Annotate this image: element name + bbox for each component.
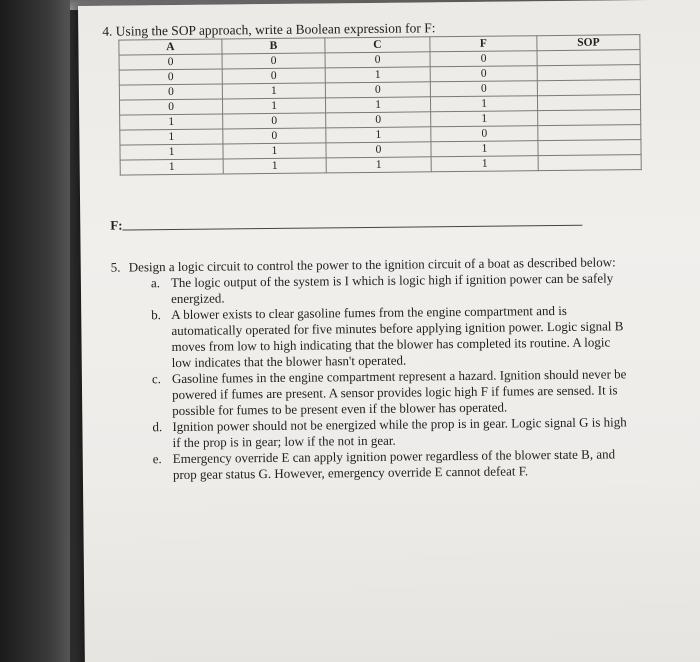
cell-b: 1 — [222, 98, 325, 114]
worksheet-page — [78, 0, 700, 662]
cell-b: 0 — [222, 68, 325, 84]
cell-b: 1 — [223, 158, 326, 174]
cell-a: 1 — [120, 114, 223, 130]
question-4-title: 4. Using the SOP approach, write a Boolean expression for F: — [102, 20, 436, 39]
cell-sop[interactable] — [537, 95, 640, 111]
cell-sop[interactable] — [538, 155, 641, 171]
cell-b: 0 — [223, 128, 326, 144]
item-text: Gasoline fumes in the engine compartment represent a hazard. Ignition should never be powered if fumes are present. A sensor provides logic high F if fumes are sensed. It is possible for fumes to be present even if the blower has operated. — [171, 366, 627, 419]
cell-sop[interactable] — [537, 50, 640, 66]
item-text: A blower exists to clear gasoline fumes from the engine compartment and is automatically operated for five minutes before applying ignition power. Logic signal B moves from low to high indicating that the blower has completed its routine. A logic low indicates that the blower hasn't operated. — [171, 302, 624, 371]
cell-f: 0 — [430, 66, 537, 82]
list-item — [152, 366, 632, 419]
header-f: F — [430, 36, 537, 52]
cell-a: 1 — [120, 144, 223, 160]
cell-f: 0 — [431, 126, 538, 142]
header-c: C — [325, 37, 430, 53]
list-item — [151, 302, 632, 371]
cell-b: 1 — [222, 83, 325, 99]
cell-sop[interactable] — [538, 110, 641, 126]
list-item — [152, 414, 632, 451]
cell-sop[interactable] — [537, 65, 640, 81]
item-text: Emergency override E can apply ignition power regardless of the blower state B, and prop gear status G. However, emergency override E cannot defeat F. — [172, 446, 616, 483]
cell-sop[interactable] — [538, 125, 641, 141]
truth-table — [118, 34, 641, 175]
cell-b: 0 — [222, 53, 325, 69]
cell-f: 1 — [430, 96, 537, 112]
cell-f: 0 — [430, 51, 537, 67]
cell-c: 0 — [326, 142, 431, 158]
cell-sop[interactable] — [537, 80, 640, 96]
cell-b: 0 — [223, 113, 326, 129]
background-edge-left — [0, 0, 70, 662]
list-item — [151, 270, 631, 307]
cell-a: 1 — [120, 159, 223, 175]
cell-a: 1 — [120, 129, 223, 145]
cell-c: 0 — [325, 52, 430, 68]
cell-c: 1 — [325, 67, 430, 83]
cell-f: 1 — [431, 141, 538, 157]
question-5-items — [111, 270, 633, 483]
cell-f: 1 — [431, 111, 538, 127]
cell-c: 1 — [325, 97, 430, 113]
f-answer-line[interactable] — [122, 225, 582, 231]
item-letter: b. — [151, 307, 162, 323]
cell-c: 0 — [326, 112, 431, 128]
question-5 — [111, 254, 633, 483]
cell-b: 1 — [223, 143, 326, 159]
cell-f: 0 — [430, 81, 537, 97]
item-letter: d. — [152, 419, 163, 435]
item-text: The logic output of the system is I which is logic high if ignition power can be safely energized. — [170, 270, 614, 307]
cell-c: 1 — [326, 127, 431, 143]
cell-c: 1 — [326, 157, 431, 173]
cell-a: 0 — [119, 84, 222, 100]
item-letter: c. — [151, 371, 162, 387]
cell-c: 0 — [325, 82, 430, 98]
cell-a: 0 — [119, 69, 222, 85]
cell-a: 0 — [119, 99, 222, 115]
item-text: Ignition power should not be energized while the prop is in gear. Logic signal G is high if the prop is in gear; low if the not in gear. — [172, 414, 627, 451]
header-sop: SOP — [537, 35, 640, 51]
item-letter: a. — [150, 275, 161, 291]
item-letter: e. — [152, 451, 162, 467]
list-item — [153, 446, 633, 483]
header-b: B — [222, 38, 325, 54]
cell-a: 0 — [119, 54, 222, 70]
f-answer-label: F: — [110, 217, 123, 233]
question-5-number: 5. — [110, 259, 121, 275]
question-5-stem-text: Design a logic circuit to control the power to the ignition circuit of a boat as described below: — [128, 254, 616, 275]
cell-f: 1 — [431, 156, 538, 172]
header-a: A — [119, 39, 222, 55]
cell-sop[interactable] — [538, 140, 641, 156]
